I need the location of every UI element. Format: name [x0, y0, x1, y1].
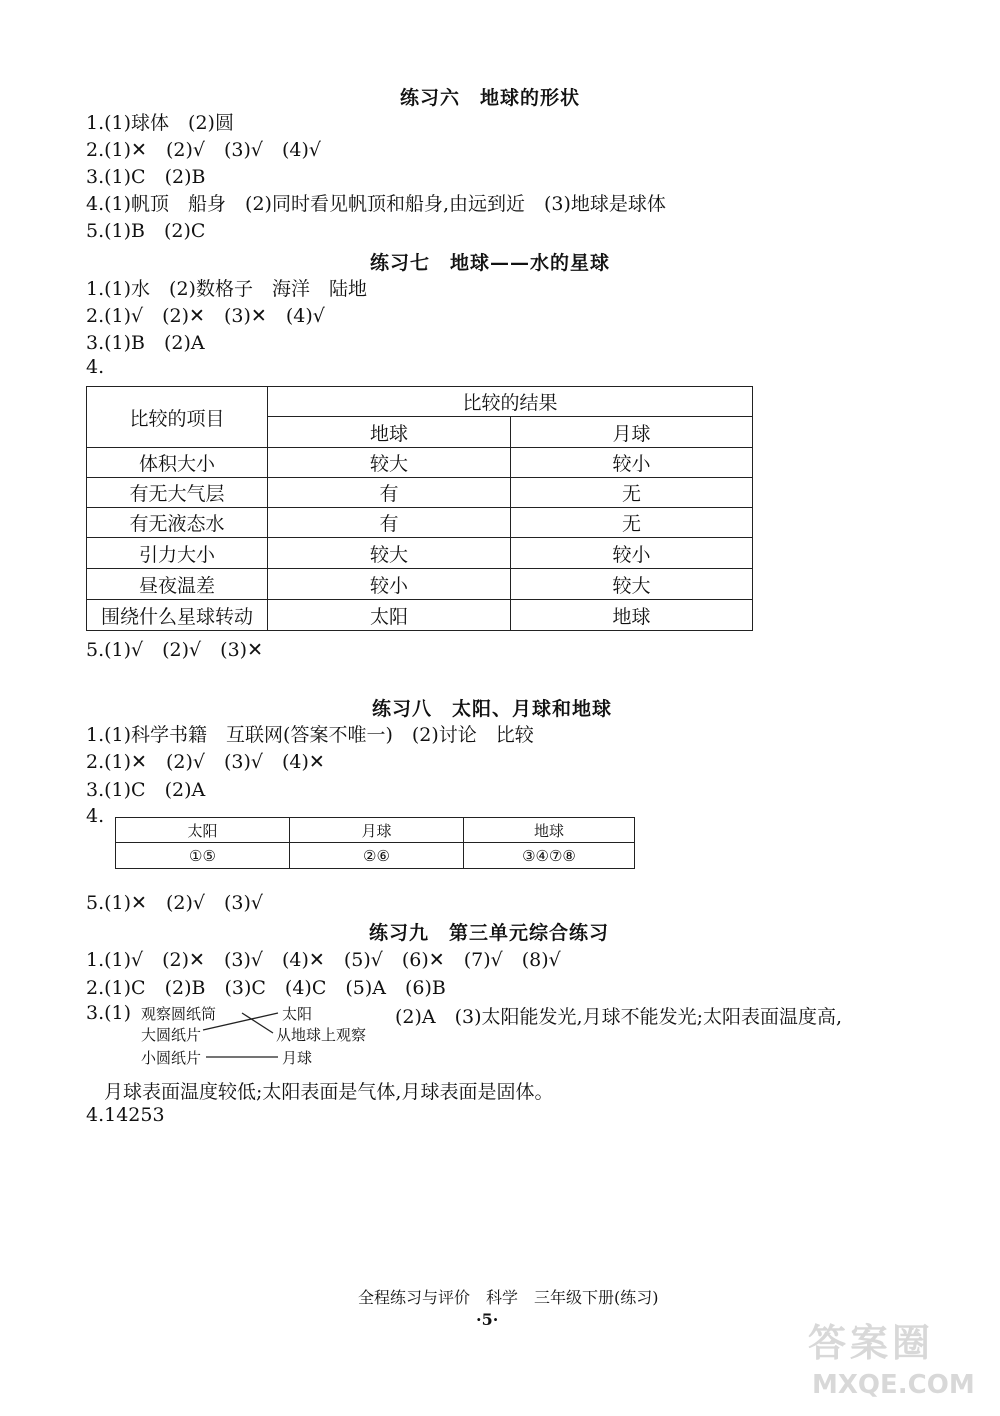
- s8-answer-2: 2.(1)✕ (2)√ (3)√ (4)✕: [86, 751, 325, 773]
- row-moon: 地球: [511, 600, 753, 631]
- section-9-title: 练习九 第三单元综合练习: [369, 922, 610, 944]
- s9-answer-3-rest: (2)A (3)太阳能发光,月球不能发光;太阳表面温度高,: [395, 1006, 843, 1028]
- row-item: 引力大小: [87, 538, 268, 569]
- row-item: 昼夜温差: [87, 569, 268, 600]
- row-earth: 太阳: [268, 600, 511, 631]
- cell-earth: ③④⑦⑧: [464, 843, 635, 869]
- header-earth: 地球: [268, 417, 511, 448]
- row-moon: 较大: [511, 569, 753, 600]
- s7-answer-2: 2.(1)√ (2)✕ (3)✕ (4)√: [86, 305, 325, 327]
- match-right-2: 从地球上观察: [276, 1026, 367, 1044]
- row-item: 有无大气层: [87, 478, 268, 508]
- header-item: 比较的项目: [87, 387, 268, 448]
- footer-book-title: 全程练习与评价 科学 三年级下册(练习): [358, 1288, 659, 1307]
- s6-answer-1: 1.(1)球体 (2)圆: [86, 112, 234, 134]
- row-item: 有无液态水: [87, 508, 268, 538]
- header-sun: 太阳: [116, 818, 290, 843]
- s6-answer-4: 4.(1)帆顶 船身 (2)同时看见帆顶和船身,由远到近 (3)地球是球体: [86, 193, 666, 215]
- page-number: ·5·: [476, 1310, 499, 1329]
- row-moon: 较小: [511, 538, 753, 569]
- watermark-logo: 答案圈: [808, 1321, 935, 1365]
- header-moon: 月球: [511, 417, 753, 448]
- cell-moon: ②⑥: [290, 843, 464, 869]
- section-7-title: 练习七 地球——水的星球: [370, 252, 611, 274]
- s8-answer-1: 1.(1)科学书籍 互联网(答案不唯一) (2)讨论 比较: [86, 724, 534, 746]
- section-6-title: 练习六 地球的形状: [400, 87, 581, 109]
- s9-answer-4: 4.14253: [86, 1104, 165, 1126]
- row-item: 体积大小: [87, 448, 268, 478]
- row-moon: 无: [511, 508, 753, 538]
- s9-answer-2: 2.(1)C (2)B (3)C (4)C (5)A (6)B: [86, 977, 446, 999]
- s7-answer-3: 3.(1)B (2)A: [86, 332, 205, 354]
- header-moon: 月球: [290, 818, 464, 843]
- s6-answer-5: 5.(1)B (2)C: [86, 220, 206, 242]
- watermark-site: MXQE.COM: [812, 1370, 975, 1400]
- row-earth: 较大: [268, 448, 511, 478]
- s8-answer-3: 3.(1)C (2)A: [86, 779, 206, 801]
- row-moon: 无: [511, 478, 753, 508]
- cell-sun: ①⑤: [116, 843, 290, 869]
- row-earth: 有: [268, 508, 511, 538]
- s7-answer-1: 1.(1)水 (2)数格子 海洋 陆地: [86, 278, 367, 300]
- row-earth: 有: [268, 478, 511, 508]
- row-item: 围绕什么星球转动: [87, 600, 268, 631]
- header-earth: 地球: [464, 818, 635, 843]
- match-left-3: 小圆纸片: [141, 1049, 202, 1067]
- section-8-title: 练习八 太阳、月球和地球: [372, 698, 613, 720]
- row-moon: 较小: [511, 448, 753, 478]
- s7-answer-5: 5.(1)√ (2)√ (3)✕: [86, 639, 264, 661]
- s8-answer-4-label: 4.: [86, 805, 105, 827]
- match-line-1: [203, 1013, 278, 1030]
- s8-answer-5: 5.(1)✕ (2)√ (3)√: [86, 892, 264, 914]
- s9-answer-3-prefix: 3.(1): [86, 1002, 132, 1024]
- s6-answer-2: 2.(1)✕ (2)√ (3)√ (4)√: [86, 139, 322, 161]
- match-right-1: 太阳: [282, 1005, 313, 1023]
- s9-answer-3-continued: 月球表面温度较低;太阳表面是气体,月球表面是固体。: [104, 1081, 554, 1103]
- s9-answer-1: 1.(1)√ (2)✕ (3)√ (4)✕ (5)√ (6)✕ (7)√ (8)√: [86, 949, 561, 971]
- match-line-2: [242, 1013, 273, 1033]
- match-left-2: 大圆纸片: [141, 1026, 202, 1044]
- row-earth: 较小: [268, 569, 511, 600]
- s7-answer-4-label: 4.: [86, 356, 105, 378]
- s6-answer-3: 3.(1)C (2)B: [86, 166, 206, 188]
- row-earth: 较大: [268, 538, 511, 569]
- match-left-1: 观察圆纸筒: [141, 1005, 217, 1023]
- header-result: 比较的结果: [268, 387, 753, 417]
- match-right-3: 月球: [282, 1049, 313, 1067]
